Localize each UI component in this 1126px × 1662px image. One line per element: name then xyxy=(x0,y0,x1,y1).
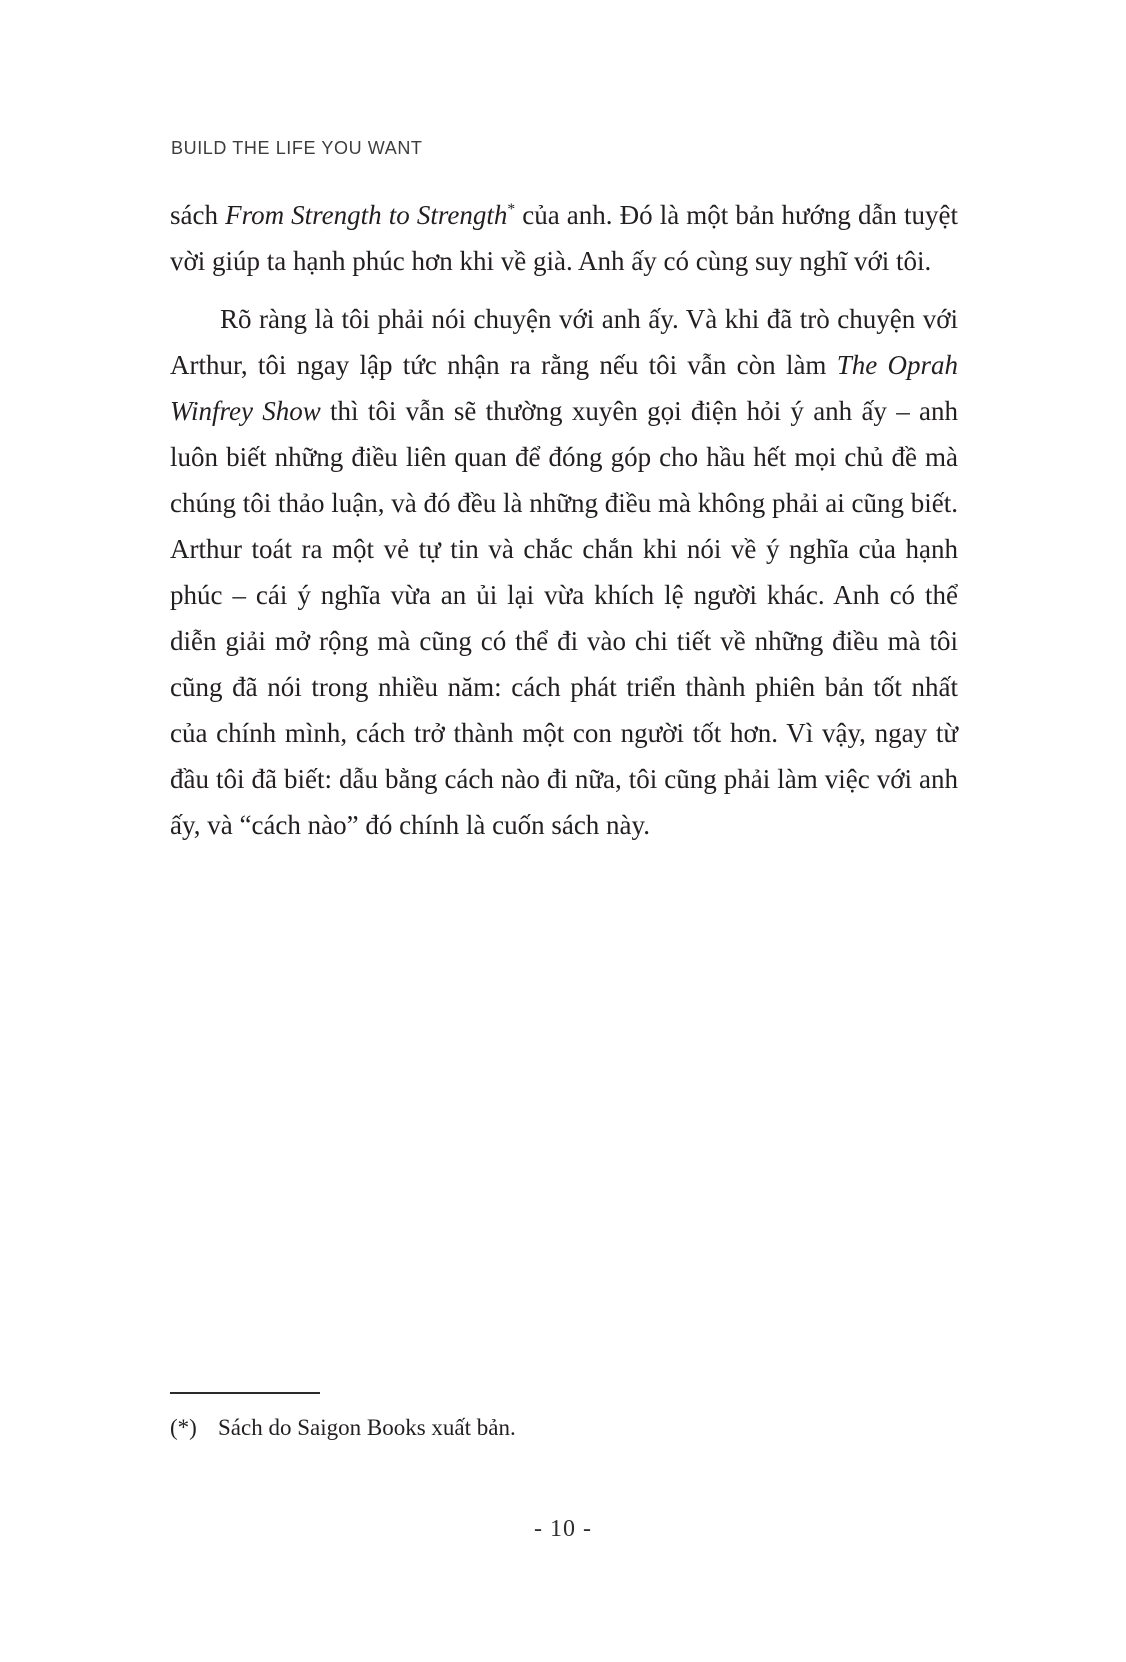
footnote-marker: (*) xyxy=(170,1415,197,1440)
footnote-asterisk: * xyxy=(507,201,516,218)
body-text xyxy=(170,192,958,848)
page-number: - 10 - xyxy=(534,1516,592,1542)
running-header: BUILD THE LIFE YOU WANT xyxy=(171,138,423,158)
text-segment: thì tôi vẫn sẽ thường xuyên gọi điện hỏi ý anh ấy – anh luôn biết những điều liên quan để đóng góp cho hầu hết mọi chủ đề mà chúng tôi thảo luận, và đó đều là những điều mà không phải ai cũng biết. Arthur toát ra một vẻ tự tin và chắc chắn khi nói về ý nghĩa của hạnh phúc – cái ý nghĩa vừa an ủi lại vừa khích lệ người khác. Anh có thể diễn giải mở rộng mà cũng có thể đi vào chi tiết về những điều mà tôi cũng đã nói trong nhiều năm: cách phát triển thành phiên bản tốt nhất của chính mình, cách trở thành một con người tốt hơn. Vì vậy, ngay từ đầu tôi đã biết: dẫu bằng cách nào đi nữa, tôi cũng phải làm việc với anh ấy, và “cách nào” đó chính là cuốn sách này. xyxy=(170,396,958,840)
paragraph-1 xyxy=(170,192,958,284)
paragraph-2 xyxy=(170,296,958,848)
text-segment: của anh. Đó là một bản hướng dẫn tuyệt vời giúp ta hạnh phúc hơn khi về già. Anh ấy có cùng suy nghĩ với tôi. xyxy=(170,200,959,276)
footnote-divider xyxy=(170,1392,320,1394)
book-title-italic: From Strength to Strength xyxy=(225,200,508,230)
text-segment: sách xyxy=(170,200,226,230)
footnote-text: Sách do Saigon Books xuất bản. xyxy=(218,1415,516,1440)
footnote xyxy=(170,1412,958,1444)
footnote-area xyxy=(170,1392,958,1444)
show-title-italic: The Oprah Winfrey Show xyxy=(170,350,958,426)
text-segment: Rõ ràng là tôi phải nói chuyện với anh ấy. Và khi đã trò chuyện với Arthur, tôi ngay lập tức nhận ra rằng nếu tôi vẫn còn làm xyxy=(170,304,958,380)
